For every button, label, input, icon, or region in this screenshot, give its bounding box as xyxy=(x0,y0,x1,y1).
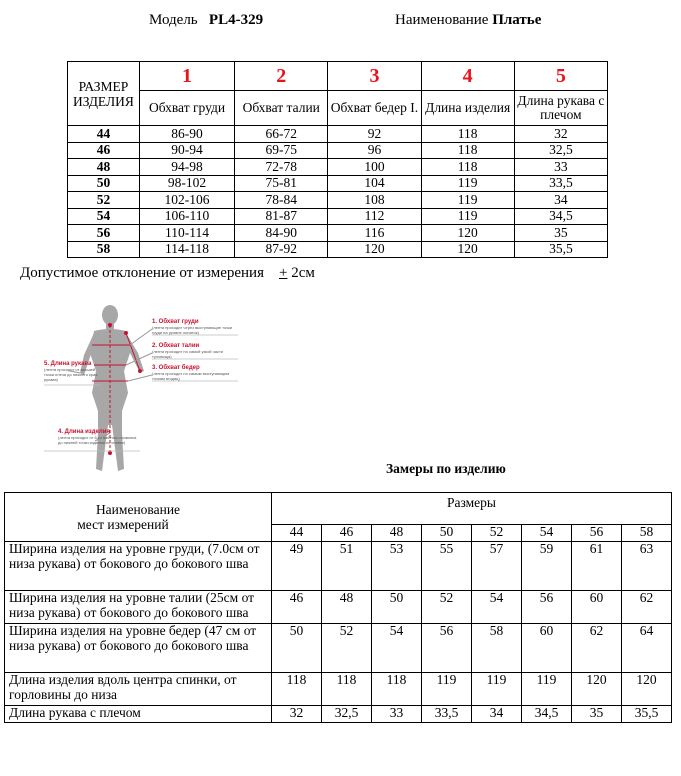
size-value-cell: 35,5 xyxy=(514,241,607,258)
measure-corner-label-1: Наименование xyxy=(95,502,181,517)
measure-value-cell: 59 xyxy=(522,542,572,591)
size-value-cell: 35 xyxy=(514,225,607,242)
col-number: 4 xyxy=(421,62,514,91)
measure-value-cell: 52 xyxy=(422,591,472,624)
size-value-cell: 119 xyxy=(421,175,514,192)
size-value-cell: 98-102 xyxy=(139,175,234,192)
name-label: Наименование xyxy=(395,12,489,28)
size-cell: 44 xyxy=(68,126,140,143)
size-value-cell: 69-75 xyxy=(235,142,328,159)
model-code: PL4-329 xyxy=(208,12,264,28)
col-header: Длина рукава с плечом xyxy=(514,91,607,126)
size-value-cell: 120 xyxy=(421,225,514,242)
size-value-cell: 110-114 xyxy=(139,225,234,242)
tolerance-note xyxy=(20,265,315,282)
size-column-header: 58 xyxy=(622,525,672,542)
sizes-label: Размеры xyxy=(272,493,672,525)
size-value-cell: 33 xyxy=(514,159,607,176)
col-header: Обхват груди xyxy=(139,91,234,126)
measure-value-cell: 64 xyxy=(622,624,672,673)
size-cell: 46 xyxy=(68,142,140,159)
size-value-cell: 120 xyxy=(328,241,421,258)
size-row xyxy=(68,159,608,176)
size-cell: 50 xyxy=(68,175,140,192)
size-value-cell: 120 xyxy=(421,241,514,258)
figure-label-3: 3. Обхват бедер (лента проходит по самым выступающим точкам ягодиц) xyxy=(152,365,230,381)
size-value-cell: 108 xyxy=(328,192,421,209)
measure-value-cell: 50 xyxy=(372,591,422,624)
col-number: 5 xyxy=(514,62,607,91)
measure-value-cell: 62 xyxy=(622,591,672,624)
col-number: 2 xyxy=(235,62,328,91)
measure-table xyxy=(4,492,672,723)
measure-value-cell: 60 xyxy=(572,591,622,624)
size-value-cell: 34,5 xyxy=(514,208,607,225)
measure-row xyxy=(5,542,672,591)
size-row xyxy=(68,126,608,143)
size-column-header: 56 xyxy=(572,525,622,542)
model-line xyxy=(149,12,263,29)
size-value-cell: 81-87 xyxy=(235,208,328,225)
name-value: Платье xyxy=(492,12,542,28)
measure-corner xyxy=(5,493,272,542)
size-row xyxy=(68,142,608,159)
size-column-header: 50 xyxy=(422,525,472,542)
size-value-cell: 87-92 xyxy=(235,241,328,258)
size-value-cell: 106-110 xyxy=(139,208,234,225)
size-value-cell: 75-81 xyxy=(235,175,328,192)
size-value-cell: 32 xyxy=(514,126,607,143)
measure-value-cell: 54 xyxy=(372,624,422,673)
measure-row-label: Ширина изделия на уровне груди, (7.0см от низа рукава) от бокового до бокового шва xyxy=(5,542,272,591)
size-row xyxy=(68,208,608,225)
measure-value-cell: 33 xyxy=(372,706,422,723)
model-label: Модель xyxy=(149,12,198,28)
figure-label-1: 1. Обхват груди (лента проходит через выступающие точки груди на уровне лопаток) xyxy=(152,319,233,335)
size-row xyxy=(68,241,608,258)
size-value-cell: 119 xyxy=(421,192,514,209)
size-value-cell: 66-72 xyxy=(235,126,328,143)
size-value-cell: 86-90 xyxy=(139,126,234,143)
size-cell: 56 xyxy=(68,225,140,242)
size-cell: 58 xyxy=(68,241,140,258)
size-cell: 52 xyxy=(68,192,140,209)
size-column-header: 46 xyxy=(322,525,372,542)
size-row xyxy=(68,192,608,209)
measure-row xyxy=(5,624,672,673)
measure-value-cell: 51 xyxy=(322,542,372,591)
figure-label-5: 5. Длина рукава (лента проходит от высшей точки плеча до нижнего края рукава) xyxy=(44,361,98,382)
measure-value-cell: 57 xyxy=(472,542,522,591)
size-value-cell: 96 xyxy=(328,142,421,159)
measure-value-cell: 34,5 xyxy=(522,706,572,723)
measure-value-cell: 48 xyxy=(322,591,372,624)
measure-value-cell: 62 xyxy=(572,624,622,673)
measure-value-cell: 49 xyxy=(272,542,322,591)
figure-label-4: 4. Длина изделия (лента проходит от 6-го шейного позвонка до нижней точки изделия по спинке) xyxy=(58,429,137,445)
col-number: 1 xyxy=(139,62,234,91)
size-value-cell: 119 xyxy=(421,208,514,225)
measure-value-cell: 32 xyxy=(272,706,322,723)
size-table xyxy=(67,61,608,258)
size-value-cell: 33,5 xyxy=(514,175,607,192)
measure-value-cell: 119 xyxy=(522,673,572,706)
measure-value-cell: 46 xyxy=(272,591,322,624)
size-value-cell: 32,5 xyxy=(514,142,607,159)
size-value-cell: 90-94 xyxy=(139,142,234,159)
tolerance-value: 2см xyxy=(291,265,315,281)
measure-value-cell: 55 xyxy=(422,542,472,591)
measure-table-title: Замеры по изделию xyxy=(386,461,506,476)
measure-value-cell: 53 xyxy=(372,542,422,591)
size-value-cell: 92 xyxy=(328,126,421,143)
size-value-cell: 112 xyxy=(328,208,421,225)
col-header: Обхват талии xyxy=(235,91,328,126)
measure-value-cell: 34 xyxy=(472,706,522,723)
size-column-header: 52 xyxy=(472,525,522,542)
measure-value-cell: 120 xyxy=(622,673,672,706)
measure-value-cell: 60 xyxy=(522,624,572,673)
size-value-cell: 102-106 xyxy=(139,192,234,209)
size-value-cell: 72-78 xyxy=(235,159,328,176)
measure-row-label: Ширина изделия на уровне бедер (47 см от низа рукава) от бокового до бокового шва xyxy=(5,624,272,673)
size-value-cell: 78-84 xyxy=(235,192,328,209)
size-column-header: 44 xyxy=(272,525,322,542)
measure-value-cell: 61 xyxy=(572,542,622,591)
col-header: Обхват бедер I. xyxy=(328,91,421,126)
size-value-cell: 116 xyxy=(328,225,421,242)
measure-row-label: Ширина изделия на уровне талии (25см от низа рукава) от бокового до бокового шва xyxy=(5,591,272,624)
size-value-cell: 84-90 xyxy=(235,225,328,242)
col-header: Длина изделия xyxy=(421,91,514,126)
tolerance-text: Допустимое отклонение от измерения xyxy=(20,265,264,281)
size-value-cell: 118 xyxy=(421,159,514,176)
measure-value-cell: 32,5 xyxy=(322,706,372,723)
measure-row xyxy=(5,673,672,706)
measure-value-cell: 119 xyxy=(472,673,522,706)
measure-value-cell: 33,5 xyxy=(422,706,472,723)
measure-value-cell: 54 xyxy=(472,591,522,624)
measure-value-cell: 52 xyxy=(322,624,372,673)
size-column-header: 48 xyxy=(372,525,422,542)
tolerance-sign: + xyxy=(278,265,288,281)
measure-value-cell: 50 xyxy=(272,624,322,673)
measure-row-label: Длина изделия вдоль центра спинки, от горловины до низа xyxy=(5,673,272,706)
measure-corner-label-2: мест измерений xyxy=(77,517,169,532)
measure-value-cell: 56 xyxy=(422,624,472,673)
figure-label-2: 2. Обхват талии (лента проходит по самой узкой части туловища) xyxy=(152,343,224,359)
measure-value-cell: 58 xyxy=(472,624,522,673)
measure-value-cell: 118 xyxy=(372,673,422,706)
measure-row xyxy=(5,591,672,624)
size-value-cell: 94-98 xyxy=(139,159,234,176)
size-value-cell: 118 xyxy=(421,126,514,143)
size-cell: 54 xyxy=(68,208,140,225)
measure-value-cell: 63 xyxy=(622,542,672,591)
measure-row-label: Длина рукава с плечом xyxy=(5,706,272,723)
size-cell: 48 xyxy=(68,159,140,176)
size-value-cell: 114-118 xyxy=(139,241,234,258)
size-row xyxy=(68,175,608,192)
size-corner-label: РАЗМЕР ИЗДЕЛИЯ xyxy=(68,62,140,126)
size-value-cell: 100 xyxy=(328,159,421,176)
size-value-cell: 118 xyxy=(421,142,514,159)
measure-row xyxy=(5,706,672,723)
measurement-figure xyxy=(40,293,240,483)
measure-value-cell: 118 xyxy=(272,673,322,706)
size-row xyxy=(68,225,608,242)
measure-value-cell: 56 xyxy=(522,591,572,624)
size-value-cell: 34 xyxy=(514,192,607,209)
measure-value-cell: 118 xyxy=(322,673,372,706)
col-number: 3 xyxy=(328,62,421,91)
measure-value-cell: 35 xyxy=(572,706,622,723)
measure-value-cell: 35,5 xyxy=(622,706,672,723)
name-line xyxy=(395,12,541,29)
size-value-cell: 104 xyxy=(328,175,421,192)
size-column-header: 54 xyxy=(522,525,572,542)
measure-value-cell: 120 xyxy=(572,673,622,706)
measure-value-cell: 119 xyxy=(422,673,472,706)
